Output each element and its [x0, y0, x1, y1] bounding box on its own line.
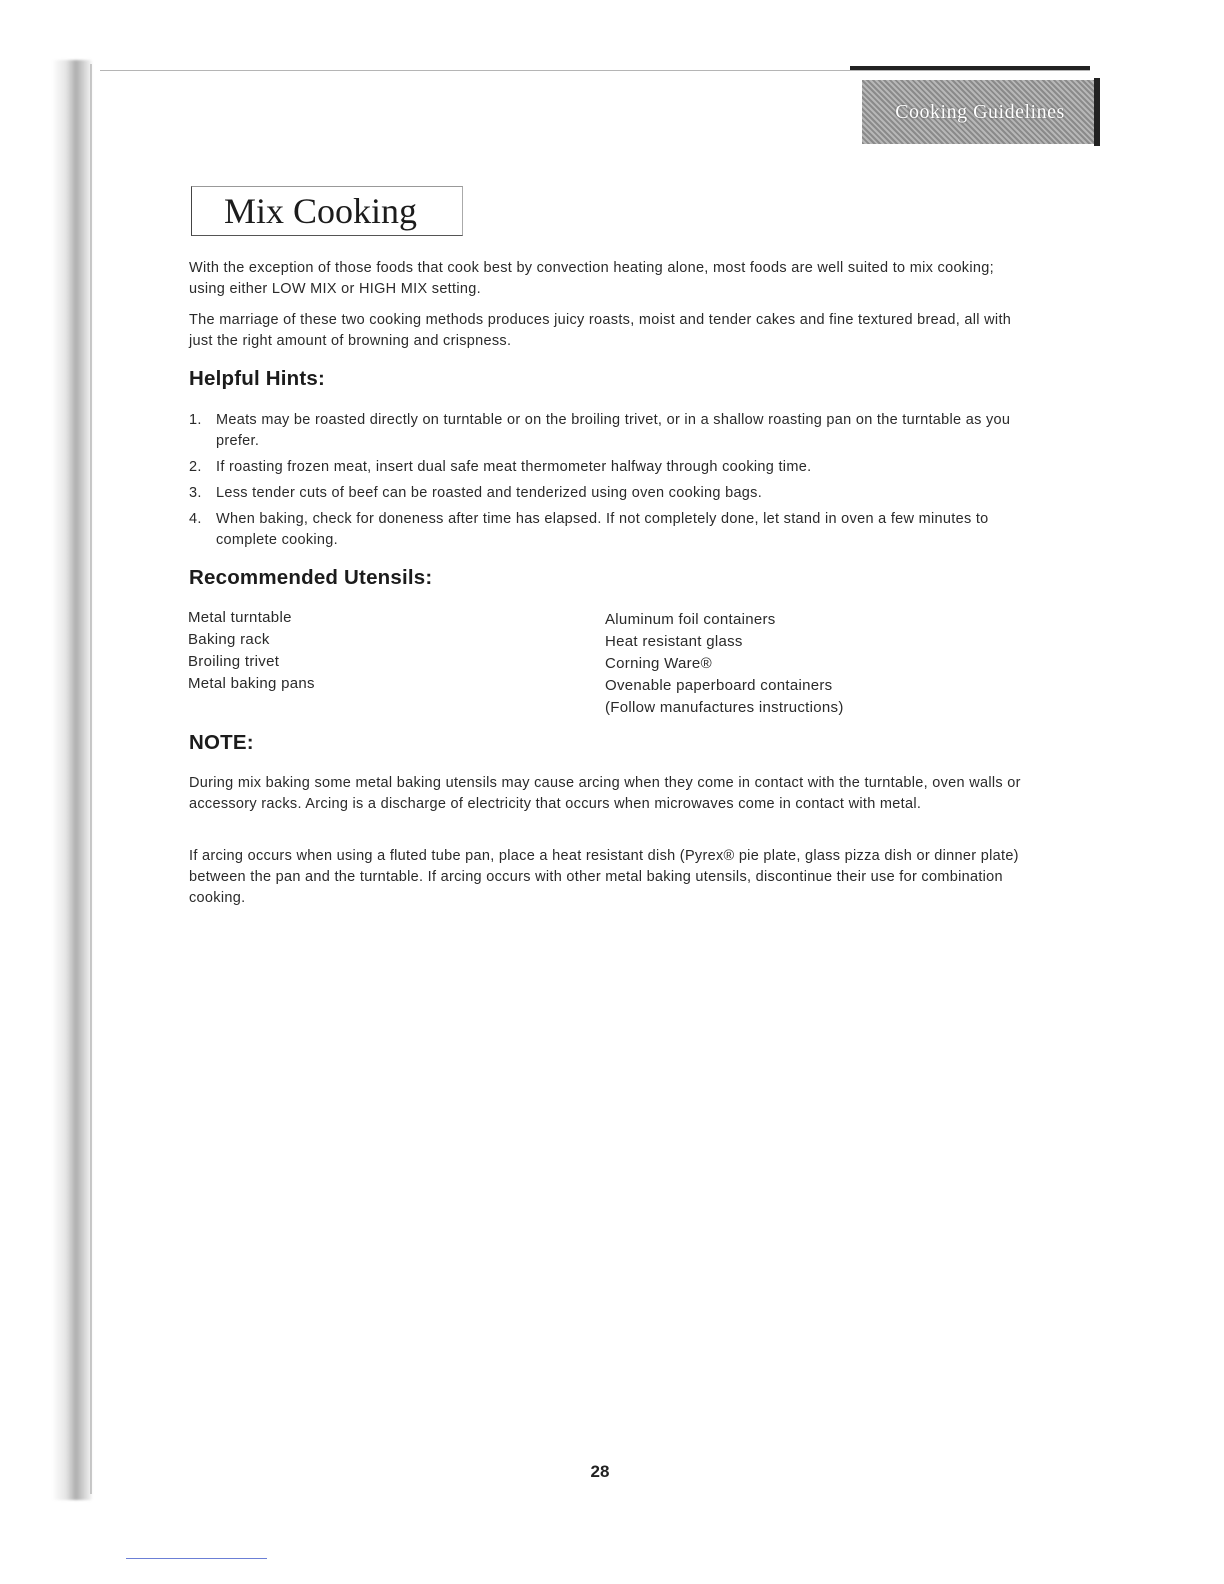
list-item: Corning Ware®	[605, 655, 712, 672]
list-item: Metal turntable	[188, 609, 292, 626]
list-item: Ovenable paperboard containers	[605, 677, 833, 694]
helpful-hints-list	[189, 410, 1029, 556]
list-item-number: 1.	[189, 412, 202, 428]
recommended-utensils-heading: Recommended Utensils:	[189, 566, 433, 589]
list-item: Heat resistant glass	[605, 633, 743, 650]
list-item-text: If roasting frozen meat, insert dual safe meat thermometer halfway through cooking time.	[216, 459, 812, 475]
section-tab-edge	[1094, 78, 1100, 146]
list-item-text: Meats may be roasted directly on turntable or on the broiling trivet, or in a shallow roasting pan on the turntable as you prefer.	[216, 412, 1011, 449]
list-item	[189, 410, 1029, 452]
list-item	[189, 457, 1029, 478]
list-item-number: 4.	[189, 511, 202, 527]
list-item-text: When baking, check for doneness after time has elapsed. If not completely done, let stand in oven a few minutes to complete cooking.	[216, 511, 989, 548]
section-tab-label: Cooking Guidelines	[895, 100, 1065, 123]
list-item: Baking rack	[188, 631, 270, 648]
list-item-number: 3.	[189, 485, 202, 501]
list-item: Aluminum foil containers	[605, 611, 776, 628]
bottom-rule	[126, 1558, 267, 1559]
list-item: Broiling trivet	[188, 653, 280, 670]
list-item-text: Less tender cuts of beef can be roasted and tenderized using oven cooking bags.	[216, 485, 763, 501]
list-item	[189, 509, 1029, 551]
intro-paragraph-1: With the exception of those foods that cook best by convection heating alone, most foods are well suited to mix cooking; using either LOW MIX or HIGH MIX setting.	[189, 260, 994, 297]
page-title-box	[191, 186, 463, 236]
scan-binding-shadow	[52, 60, 92, 1500]
section-tab	[862, 80, 1098, 144]
page-number: 28	[590, 1462, 610, 1481]
binding-edge-line	[90, 64, 92, 1494]
list-item: Metal baking pans	[188, 675, 315, 692]
utensils-list-right	[605, 609, 1025, 719]
note-paragraph-1: During mix baking some metal baking utensils may cause arcing when they come in contact with the turntable, oven walls or accessory racks. Arcing is a discharge of electricity that occurs when microwaves come in contact with metal.	[189, 775, 1021, 812]
intro-paragraph-2: The marriage of these two cooking methods produces juicy roasts, moist and tender cakes and fine textured bread, all with just the right amount of browning and crispness.	[189, 312, 1012, 349]
list-item-number: 2.	[189, 459, 202, 475]
note-heading: NOTE:	[189, 731, 254, 754]
header-rule-dark	[850, 66, 1090, 70]
helpful-hints-heading: Helpful Hints:	[189, 367, 326, 390]
list-item: (Follow manufactures instructions)	[605, 699, 844, 716]
list-item	[189, 483, 1029, 504]
header-rule	[100, 70, 1090, 71]
utensils-list-left	[188, 607, 548, 695]
note-paragraph-2: If arcing occurs when using a fluted tube pan, place a heat resistant dish (Pyrex® pie plate, glass pizza dish or dinner plate) between the pan and the turntable. If arcing occurs with other metal baking utensils, discontinue their use for combination cooking.	[189, 848, 1019, 906]
page-title: Mix Cooking	[224, 191, 418, 231]
